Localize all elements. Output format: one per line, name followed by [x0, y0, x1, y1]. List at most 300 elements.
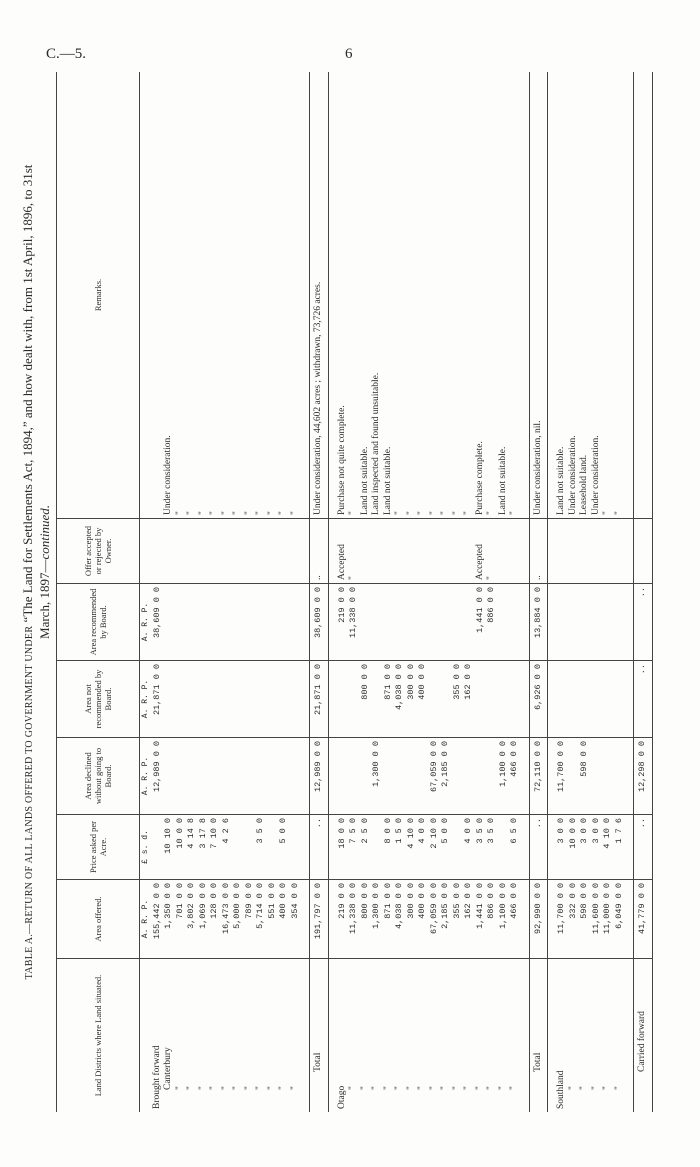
total-row: [310, 72, 329, 1112]
table-row: [498, 72, 510, 1112]
table-cell: ": [383, 959, 395, 1113]
table-cell: [267, 661, 279, 738]
table-cell: 12,989 0 0: [310, 738, 329, 815]
table-cell: [591, 661, 603, 738]
column-header: Land Districts where Land situated.: [57, 959, 140, 1113]
table-cell: Southland: [556, 959, 568, 1113]
table-cell: [417, 738, 429, 815]
table-cell: 1,100 0 0: [498, 880, 510, 959]
table-cell: 598 0 0: [579, 738, 591, 815]
table-cell: [244, 738, 256, 815]
spacer-cell: [625, 72, 634, 519]
table-cell: ": [394, 511, 404, 515]
table-row: [579, 72, 591, 1112]
table-cell: [360, 738, 372, 815]
table-cell: [614, 584, 626, 661]
table-row: [278, 72, 290, 1112]
table-cell: ": [394, 959, 406, 1113]
table-cell: [198, 738, 210, 815]
table-row: [509, 72, 521, 1112]
spacer-cell: [301, 72, 310, 519]
table-cell: 10 0 0: [175, 815, 187, 880]
table-cell: Brought forward: [152, 959, 164, 1113]
table-cell: 72,110 0 0: [529, 738, 548, 815]
table-row: [348, 72, 360, 1112]
table-cell: 11,700 0 0: [556, 880, 568, 959]
table-cell: [209, 738, 221, 815]
table-cell: [383, 738, 395, 815]
table-cell: [163, 661, 175, 738]
table-cell: [602, 661, 614, 738]
table-cell: [244, 661, 256, 738]
table-cell: ": [451, 511, 462, 515]
spacer-cell: [301, 519, 310, 584]
table-cell: [244, 519, 256, 584]
table-cell: 2 10 0: [429, 815, 441, 880]
table-cell: [463, 584, 475, 661]
table-cell: 7 5 0: [348, 815, 360, 880]
table-cell: [509, 519, 521, 584]
spacer-cell: [548, 584, 557, 661]
table-cell: [290, 584, 302, 661]
table-cell: [429, 584, 441, 661]
table-row: [406, 72, 418, 1112]
table-cell: [232, 738, 244, 815]
table-cell: Under consideration.: [567, 435, 578, 515]
table-cell: [209, 661, 221, 738]
table-cell: [556, 661, 568, 738]
table-cell: ": [198, 959, 210, 1113]
column-header: Area declined without going to Board.: [57, 738, 140, 815]
table-cell: ": [498, 959, 510, 1113]
table-cell: ": [209, 511, 219, 515]
table-cell: ": [405, 511, 416, 515]
table-cell: [175, 584, 187, 661]
table-cell: [509, 661, 521, 738]
table-cell: [591, 738, 603, 815]
table-cell: [614, 738, 626, 815]
table-cell: ": [579, 959, 591, 1113]
table-cell: ": [602, 511, 612, 515]
table-cell: [278, 738, 290, 815]
table-cell: [591, 584, 603, 661]
table-cell: ": [475, 959, 487, 1113]
table-row: [232, 72, 244, 1112]
table-row: [360, 72, 372, 1112]
spacer-row: [548, 72, 557, 1112]
table-cell: ": [568, 959, 580, 1113]
table-cell: [429, 519, 441, 584]
table-cell: 41,779 0 0: [634, 880, 653, 959]
table-row: [614, 72, 626, 1112]
table-row: [568, 72, 580, 1112]
table-row: [198, 72, 210, 1112]
table-cell: 1,441 0 0: [475, 880, 487, 959]
spacer-cell: [301, 584, 310, 661]
spacer-row: [301, 72, 310, 1112]
table-cell: [209, 584, 221, 661]
table-cell: [579, 519, 591, 584]
table-cell: 3 17 8: [198, 815, 210, 880]
table-row: [452, 72, 464, 1112]
table-cell: Leasehold land.: [579, 454, 589, 515]
table-cell: ": [186, 511, 196, 515]
table-cell: [348, 738, 360, 815]
title-line1: “The Land for Settlements Act, 1894,” and how dealt with, from 1st April, 1896, to 31st: [20, 164, 35, 623]
table-cell: ": [486, 519, 498, 584]
spacer-cell: [548, 815, 557, 880]
table-cell: 10 0 0: [568, 815, 580, 880]
table-cell: 155,442 0 0: [152, 880, 164, 959]
table-cell: ": [255, 959, 267, 1113]
table-cell: [348, 661, 360, 738]
table-cell: 4 0 0: [463, 815, 475, 880]
table-cell: [614, 661, 626, 738]
column-header-row: [57, 72, 140, 1112]
table-cell: 886 0 0: [486, 584, 498, 661]
spacer-cell: [521, 815, 530, 880]
table-cell: 332 0 0: [568, 880, 580, 959]
table-cell: ": [232, 511, 242, 515]
table-cell: [360, 584, 372, 661]
table-cell: [152, 815, 164, 880]
table-cell: ": [197, 511, 208, 515]
table-cell: ": [406, 959, 418, 1113]
table-cell: [267, 738, 279, 815]
table-cell: [634, 72, 653, 519]
table-row: [486, 72, 498, 1112]
spacer-cell: [625, 661, 634, 738]
table-cell: [186, 661, 198, 738]
table-cell: 162 0 0: [463, 880, 475, 959]
table-cell: ": [591, 959, 603, 1113]
table-cell: 67,059 0 0: [429, 880, 441, 959]
table-cell: [498, 661, 510, 738]
table-cell: [371, 584, 383, 661]
table-cell: 4 2 6: [221, 815, 233, 880]
table-cell: 1,069 0 0: [198, 880, 210, 959]
table-cell: ": [486, 959, 498, 1113]
table-row: [186, 72, 198, 1112]
table-cell: [232, 519, 244, 584]
table-cell: 219 0 0: [337, 880, 349, 959]
table-cell: 400 0 0: [417, 661, 429, 738]
spacer-cell: [521, 72, 530, 519]
unit-cell: A. R. P.: [140, 584, 152, 661]
table-cell: [278, 519, 290, 584]
table-cell: 3 0 0: [579, 815, 591, 880]
table-cell: Carried forward: [634, 959, 653, 1113]
table-cell: [498, 584, 510, 661]
table-cell: [290, 815, 302, 880]
table-cell: 18 0 0: [337, 815, 349, 880]
table-cell: 1 5 0: [394, 815, 406, 880]
table-cell: 4,038 0 0: [394, 880, 406, 959]
unit-cell: [140, 72, 152, 519]
unit-cell: [140, 959, 152, 1113]
table-cell: 355 0 0: [452, 880, 464, 959]
spacer-cell: [548, 661, 557, 738]
table-cell: Land not suitable.: [497, 446, 508, 515]
table-cell: [406, 738, 418, 815]
table-row: [440, 72, 452, 1112]
table-cell: Canterbury: [163, 959, 175, 1113]
table-cell: [163, 584, 175, 661]
table-cell: ": [509, 959, 521, 1113]
table-cell: 5,000 0 0: [232, 880, 244, 959]
table-cell: 11,338 0 0: [348, 584, 360, 661]
total-row: [529, 72, 548, 1112]
table-cell: [152, 72, 164, 519]
table-cell: [591, 519, 603, 584]
table-cell: ..: [634, 584, 653, 661]
table-cell: [417, 519, 429, 584]
table-cell: [163, 738, 175, 815]
table-cell: [255, 519, 267, 584]
table-cell: Under consideration.: [163, 435, 173, 515]
table-cell: 5 0 0: [440, 815, 452, 880]
table-cell: [244, 584, 256, 661]
table-row: [337, 72, 349, 1112]
table-cell: ": [509, 511, 519, 515]
table-cell: ..: [634, 661, 653, 738]
table-cell: [579, 584, 591, 661]
table-row: [591, 72, 603, 1112]
spacer-row: [625, 72, 634, 1112]
table-cell: 800 0 0: [360, 880, 372, 959]
table-cell: [337, 661, 349, 738]
table-cell: [278, 584, 290, 661]
table-row: [163, 72, 175, 1112]
spacer-cell: [625, 584, 634, 661]
table-cell: [556, 519, 568, 584]
table-cell: 1,441 0 0: [475, 584, 487, 661]
table-cell: ..: [529, 815, 548, 880]
table-cell: [371, 661, 383, 738]
table-cell: ": [440, 959, 452, 1113]
table-cell: [255, 738, 267, 815]
spacer-cell: [548, 519, 557, 584]
unit-cell: A. R. P.: [140, 661, 152, 738]
table-cell: [475, 738, 487, 815]
table-cell: [232, 815, 244, 880]
table-cell: Accepted: [475, 519, 487, 584]
table-cell: ..: [634, 815, 653, 880]
table-cell: ": [348, 519, 360, 584]
table-cell: [186, 519, 198, 584]
table-row: [383, 72, 395, 1112]
table-cell: 3,802 0 0: [186, 880, 198, 959]
spacer-cell: [328, 72, 337, 519]
table-cell: Purchase complete.: [474, 441, 485, 515]
table-cell: [255, 584, 267, 661]
table-cell: [221, 584, 233, 661]
table-cell: 355 0 0: [452, 661, 464, 738]
spacer-cell: [328, 738, 337, 815]
spacer-cell: [328, 815, 337, 880]
table-cell: 4 10 0: [406, 815, 418, 880]
column-header: Price asked per Acre.: [57, 815, 140, 880]
spacer-cell: [521, 959, 530, 1113]
table-cell: ": [417, 511, 427, 515]
table-cell: 6 5 0: [509, 815, 521, 880]
table-cell: ": [452, 959, 464, 1113]
table-cell: [175, 738, 187, 815]
table-row: [556, 72, 568, 1112]
table-cell: Land not suitable.: [556, 446, 566, 515]
table-cell: [406, 519, 418, 584]
spacer-cell: [625, 738, 634, 815]
table-cell: [486, 661, 498, 738]
table-cell: ": [348, 511, 358, 515]
spacer-cell: [301, 880, 310, 959]
table-cell: [568, 519, 580, 584]
table-cell: ": [602, 959, 614, 1113]
table-cell: [221, 738, 233, 815]
spacer-cell: [328, 519, 337, 584]
table-row: [394, 72, 406, 1112]
table-cell: 6,926 0 0: [529, 661, 548, 738]
title-line2: March, 1897—: [37, 559, 52, 639]
table-cell: ": [463, 959, 475, 1113]
table-cell: [198, 584, 210, 661]
unit-cell: A. R. P.: [140, 738, 152, 815]
table-cell: 1,100 0 0: [498, 738, 510, 815]
table-cell: 701 0 0: [175, 880, 187, 959]
column-header: Area not recommended by Board.: [57, 661, 140, 738]
table-cell: Accepted: [337, 519, 349, 584]
table-cell: [198, 519, 210, 584]
table-cell: 7 10 0: [209, 815, 221, 880]
table-cell: [267, 815, 279, 880]
table-cell: [498, 519, 510, 584]
table-cell: ": [244, 959, 256, 1113]
table-cell: [406, 584, 418, 661]
spacer-cell: [625, 880, 634, 959]
table-cell: ": [428, 511, 439, 515]
table-title: [20, 32, 52, 1112]
table-cell: 466 0 0: [509, 880, 521, 959]
spacer-cell: [328, 584, 337, 661]
table-cell: Land not suitable.: [382, 446, 393, 515]
header-left: C.—5.: [46, 46, 87, 62]
table-row: [267, 72, 279, 1112]
table-cell: ": [290, 959, 302, 1113]
table-row: [290, 72, 302, 1112]
table-cell: 128 0 0: [209, 880, 221, 959]
table-cell: ..: [310, 519, 329, 584]
spacer-cell: [548, 72, 557, 519]
table-cell: 11,000 0 0: [602, 880, 614, 959]
table-cell: 2 5 0: [360, 815, 372, 880]
table-cell: ": [278, 511, 288, 515]
table-cell: [568, 738, 580, 815]
table-cell: [360, 519, 372, 584]
table-cell: ": [174, 511, 185, 515]
table-row: [463, 72, 475, 1112]
table-cell: 10 10 0: [163, 815, 175, 880]
table-cell: ": [613, 511, 624, 515]
table-cell: 354 0 0: [290, 880, 302, 959]
table-cell: [614, 519, 626, 584]
table-cell: ": [266, 511, 277, 515]
table-cell: 1,300 0 0: [371, 880, 383, 959]
table-cell: ": [186, 959, 198, 1113]
table-cell: 789 0 0: [244, 880, 256, 959]
table-cell: [602, 584, 614, 661]
table-row: [475, 72, 487, 1112]
table-cell: 300 0 0: [406, 661, 418, 738]
table-cell: [486, 738, 498, 815]
spacer-cell: [548, 738, 557, 815]
unit-cell: £ s. d.: [140, 815, 152, 880]
unit-cell: [140, 519, 152, 584]
table-cell: 2,185 0 0: [440, 738, 452, 815]
spacer-cell: [301, 661, 310, 738]
table-row: [602, 72, 614, 1112]
table-cell: 800 0 0: [360, 661, 372, 738]
table-cell: 466 0 0: [509, 738, 521, 815]
table-cell: [417, 584, 429, 661]
spacer-row: [521, 72, 530, 1112]
table-cell: ..: [529, 519, 548, 584]
table-row: [244, 72, 256, 1112]
table-cell: [394, 584, 406, 661]
table-cell: [337, 738, 349, 815]
table-cell: ": [209, 959, 221, 1113]
spacer-row: [328, 72, 337, 1112]
table-cell: ": [267, 959, 279, 1113]
table-cell: 4 0 0: [417, 815, 429, 880]
table-row: [152, 72, 164, 1112]
table-cell: 11,338 0 0: [348, 880, 360, 959]
table-cell: ..: [310, 815, 329, 880]
table-cell: 219 0 0: [337, 584, 349, 661]
table-cell: 400 0 0: [278, 880, 290, 959]
table-cell: [475, 661, 487, 738]
table-cell: 551 0 0: [267, 880, 279, 959]
table-cell: [175, 519, 187, 584]
table-cell: 5,714 0 0: [255, 880, 267, 959]
table-cell: 11,600 0 0: [591, 880, 603, 959]
table-cell: ": [348, 959, 360, 1113]
units-row: [140, 72, 152, 1112]
table-cell: ": [255, 511, 265, 515]
spacer-cell: [521, 519, 530, 584]
table-cell: ": [417, 959, 429, 1113]
table-cell: 16,473 0 0: [221, 880, 233, 959]
table-row: [221, 72, 233, 1112]
spacer-cell: [548, 880, 557, 959]
table-cell: [556, 584, 568, 661]
table-cell: [602, 738, 614, 815]
table-cell: 162 0 0: [463, 661, 475, 738]
table-cell: 3 0 0: [591, 815, 603, 880]
table-cell: [278, 661, 290, 738]
unit-cell: A. R. P.: [140, 880, 152, 959]
spacer-cell: [328, 959, 337, 1113]
table-cell: 1,300 0 0: [371, 738, 383, 815]
table-cell: 3 5 0: [475, 815, 487, 880]
table-cell: [267, 584, 279, 661]
table-cell: [244, 815, 256, 880]
table-cell: 3 5 0: [255, 815, 267, 880]
table-cell: 6,049 0 0: [614, 880, 626, 959]
table-row: [371, 72, 383, 1112]
table-cell: Purchase not quite complete.: [336, 405, 347, 515]
table-cell: 8 0 0: [383, 815, 395, 880]
column-header: Area recommended by Board.: [57, 584, 140, 661]
